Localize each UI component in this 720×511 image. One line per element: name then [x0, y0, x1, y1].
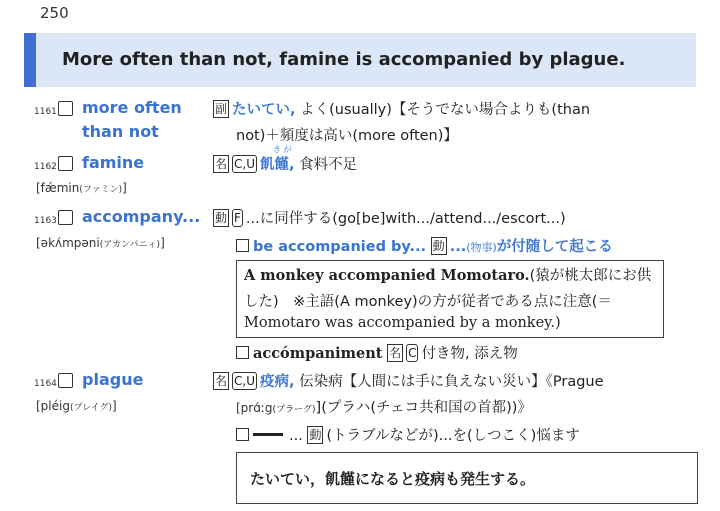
checkbox-icon[interactable] — [58, 101, 73, 116]
example-english: A monkey accompanied Momotaro. — [244, 267, 530, 284]
phrase: be accompanied by... — [253, 239, 427, 255]
entry-number: 1163 — [34, 216, 57, 226]
pos-tag: 動 — [215, 211, 228, 225]
definition-text: ](プラハ(チェコ共和国の首都))》 — [315, 400, 532, 416]
translation-text: たいてい，飢饉になると疫病も発生する。 — [250, 470, 536, 488]
headword: accompany... — [82, 207, 201, 226]
example-note: した) ※主語(A monkey)の方が従者である点に注意(＝ — [244, 294, 612, 310]
bracket: ] — [160, 236, 165, 250]
phrase-line — [236, 235, 613, 256]
entry-number: 1164 — [34, 379, 57, 389]
definition-continuation: not)＋頻度は高い(more often)】 — [236, 128, 458, 144]
headword: more often — [82, 98, 182, 117]
countability-tag: C,U — [234, 374, 255, 388]
headword: plague — [82, 370, 144, 389]
definition-text: よく(usually)【そうでない場合よりも(than — [300, 102, 591, 118]
square-bullet-icon — [236, 239, 249, 252]
kana-reading: (プラーグ) — [272, 405, 316, 415]
kana-reading: (プレイグ) — [69, 403, 113, 413]
pos-tag: 名 — [215, 157, 228, 171]
example-japanese: (猿が桃太郎にお供 — [529, 268, 652, 284]
definition-text: ...に同伴する(go[be]with.../attend.../escort...) — [245, 211, 566, 227]
header-accent-bar — [24, 33, 36, 87]
ipa: [əkʌ́mpəni — [36, 236, 100, 250]
definition-text: 食料不足 — [299, 157, 358, 173]
definition-line — [213, 207, 566, 228]
ipa: [prɑ́ːg — [236, 401, 273, 415]
header-sentence: More often than not, famine is accompanied by plague. — [62, 49, 626, 70]
definition-line — [213, 98, 590, 119]
usage-meaning: (トラブルなどが)...を(しつこく)悩ます — [326, 428, 580, 444]
entry-number: 1162 — [34, 162, 57, 172]
meaning: たいてい, — [232, 102, 296, 118]
definition-text: 伝染病【人間には手に負えない災い】《Prague — [299, 374, 604, 390]
entry-1162-number-row — [34, 154, 73, 173]
pos-tag: 名 — [215, 374, 228, 388]
example-line — [244, 264, 651, 285]
dash-placeholder — [253, 433, 283, 436]
entry-1163-number-row — [34, 208, 73, 227]
countability-tag: C,U — [234, 157, 255, 171]
pronunciation — [36, 181, 127, 195]
entry-1161-number-row — [34, 99, 73, 118]
usage-dots: ... — [289, 428, 303, 444]
definition-line — [213, 370, 604, 391]
checkbox-icon[interactable] — [58, 156, 73, 171]
usage-line — [236, 424, 580, 445]
bracket: ] — [112, 399, 117, 413]
phrase-meaning-prefix: ... — [449, 239, 467, 255]
checkbox-icon[interactable] — [58, 210, 73, 225]
definition-continuation — [236, 396, 532, 417]
example-note-continuation: Momotaro was accompanied by a monkey.) — [244, 315, 561, 331]
meaning: 飢饉, — [260, 157, 295, 173]
headword: famine — [82, 153, 145, 172]
ruby-reading: き が — [273, 145, 292, 154]
derivative-word: accómpaniment — [253, 345, 383, 362]
pronunciation — [36, 399, 117, 413]
entry-number: 1161 — [34, 107, 57, 117]
meaning: 疫病, — [260, 374, 295, 390]
pronunciation — [36, 236, 165, 250]
kana-reading: (ファミン) — [79, 185, 123, 195]
phrase-meaning-note: (物事) — [466, 241, 497, 254]
bracket: ] — [122, 181, 127, 195]
derivative-line — [236, 342, 518, 363]
pos-tag: 動 — [309, 428, 322, 442]
pos-tag: 動 — [432, 239, 445, 253]
entry-1164-number-row — [34, 371, 73, 390]
pos-tag: 副 — [215, 102, 228, 116]
square-bullet-icon — [236, 428, 249, 441]
page-number: 250 — [40, 4, 69, 22]
derivative-meaning: 付き物, 添え物 — [421, 346, 518, 362]
kana-reading: (アカンパニィ) — [99, 240, 161, 250]
form-tag: F — [234, 211, 241, 225]
ipa: [fǽmin — [36, 181, 80, 195]
pos-tag: 名 — [389, 346, 402, 360]
countability-tag: C — [408, 346, 417, 360]
square-bullet-icon — [236, 346, 249, 359]
checkbox-icon[interactable] — [58, 373, 73, 388]
definition-line — [213, 153, 357, 174]
phrase-meaning: が付随して起こる — [496, 239, 613, 255]
headword-continuation: than not — [82, 122, 159, 141]
ipa: [pléig — [36, 399, 70, 413]
